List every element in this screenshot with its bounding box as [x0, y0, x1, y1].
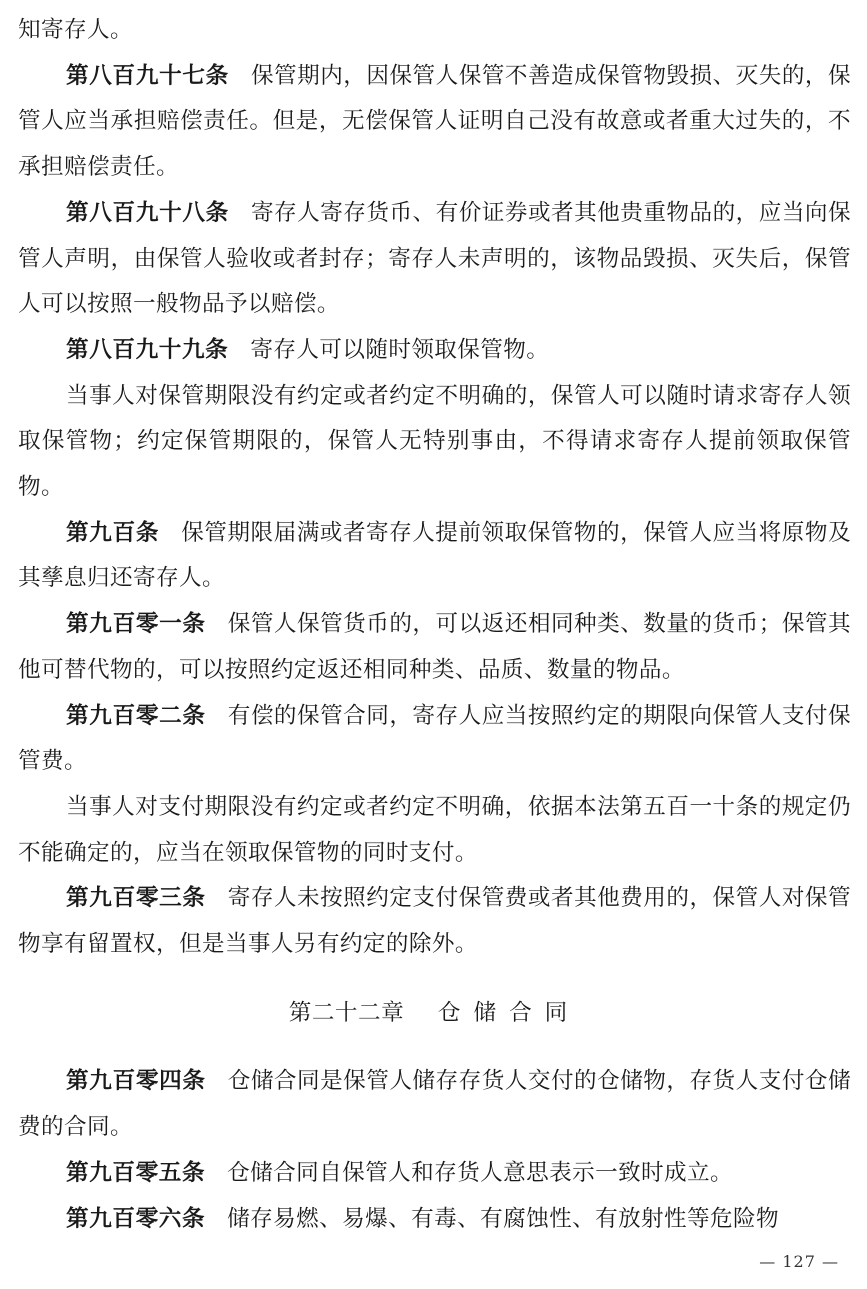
article-paragraph	[18, 328, 851, 374]
paragraph-text: 当事人对支付期限没有约定或者约定不明确，依据本法第五百一十条的规定仍不能确定的，应当在领取保管物的同时支付。	[18, 793, 851, 866]
article-paragraph	[18, 1151, 851, 1197]
article-number: 第九百零一条	[66, 611, 206, 638]
paragraph-text: 保管人保管货币的，可以返还相同种类、数量的货币；保管其他可替代物的，可以按照约定返还相同种类、品质、数量的物品。	[18, 611, 851, 683]
paragraph	[18, 785, 851, 876]
article-paragraph	[18, 511, 851, 602]
paragraph-text: 寄存人寄存货币、有价证券或者其他贵重物品的，应当向保管人声明，由保管人验收或者封存；寄存人未声明的，该物品毁损、灭失后，保管人可以按照一般物品予以赔偿。	[18, 199, 851, 318]
paragraph-text: 寄存人未按照约定支付保管费或者其他费用的，保管人对保管物享有留置权，但是当事人另有约定的除外。	[18, 885, 851, 958]
paragraph	[18, 374, 851, 511]
article-number: 第九百零三条	[66, 885, 206, 912]
paragraph-text: 寄存人可以随时领取保管物。	[250, 336, 550, 363]
article-section-warehousing-contract	[18, 1059, 851, 1242]
page-number: — 127 —	[759, 1252, 839, 1271]
article-paragraph	[18, 191, 851, 328]
article-paragraph	[18, 694, 851, 785]
paragraph-text: 当事人对保管期限没有约定或者约定不明确的，保管人可以随时请求寄存人领取保管物；约定保管期限的，保管人无特别事由，不得请求寄存人提前领取保管物。	[18, 382, 851, 501]
chapter-heading	[18, 991, 851, 1037]
paragraph-text: 保管期限届满或者寄存人提前领取保管物的，保管人应当将原物及其孳息归还寄存人。	[18, 519, 851, 592]
article-section-storage-contract	[18, 8, 851, 968]
paragraph-text: 储存易燃、易爆、有毒、有腐蚀性、有放射性等危险物	[227, 1205, 780, 1232]
article-number: 第八百九十八条	[66, 199, 229, 226]
article-number: 第九百条	[66, 519, 160, 546]
document-page	[18, 8, 851, 1242]
article-paragraph	[18, 876, 851, 967]
paragraph-text: 保管期内，因保管人保管不善造成保管物毁损、灭失的，保管人应当承担赔偿责任。但是，无偿保管人证明自己没有故意或者重大过失的，不承担赔偿责任。	[18, 62, 851, 181]
chapter-title: 仓储合同	[437, 999, 581, 1026]
chapter-number: 第二十二章	[288, 999, 405, 1026]
paragraph	[18, 8, 851, 54]
article-paragraph	[18, 602, 851, 693]
paragraph-text: 仓储合同自保管人和存货人意思表示一致时成立。	[227, 1159, 734, 1186]
article-paragraph	[18, 1059, 851, 1150]
article-paragraph	[18, 54, 851, 191]
paragraph-text: 仓储合同是保管人储存存货人交付的仓储物，存货人支付仓储费的合同。	[18, 1068, 851, 1141]
paragraph-text: 有偿的保管合同，寄存人应当按照约定的期限向保管人支付保管费。	[18, 702, 851, 775]
article-number: 第九百零五条	[66, 1159, 206, 1186]
article-number: 第八百九十九条	[66, 336, 229, 363]
article-paragraph	[18, 1197, 851, 1243]
article-number: 第九百零二条	[66, 702, 206, 729]
article-number: 第九百零六条	[66, 1205, 206, 1232]
article-number: 第九百零四条	[66, 1068, 206, 1095]
paragraph-text: 知寄存人。	[18, 17, 133, 43]
article-number: 第八百九十七条	[66, 62, 229, 89]
